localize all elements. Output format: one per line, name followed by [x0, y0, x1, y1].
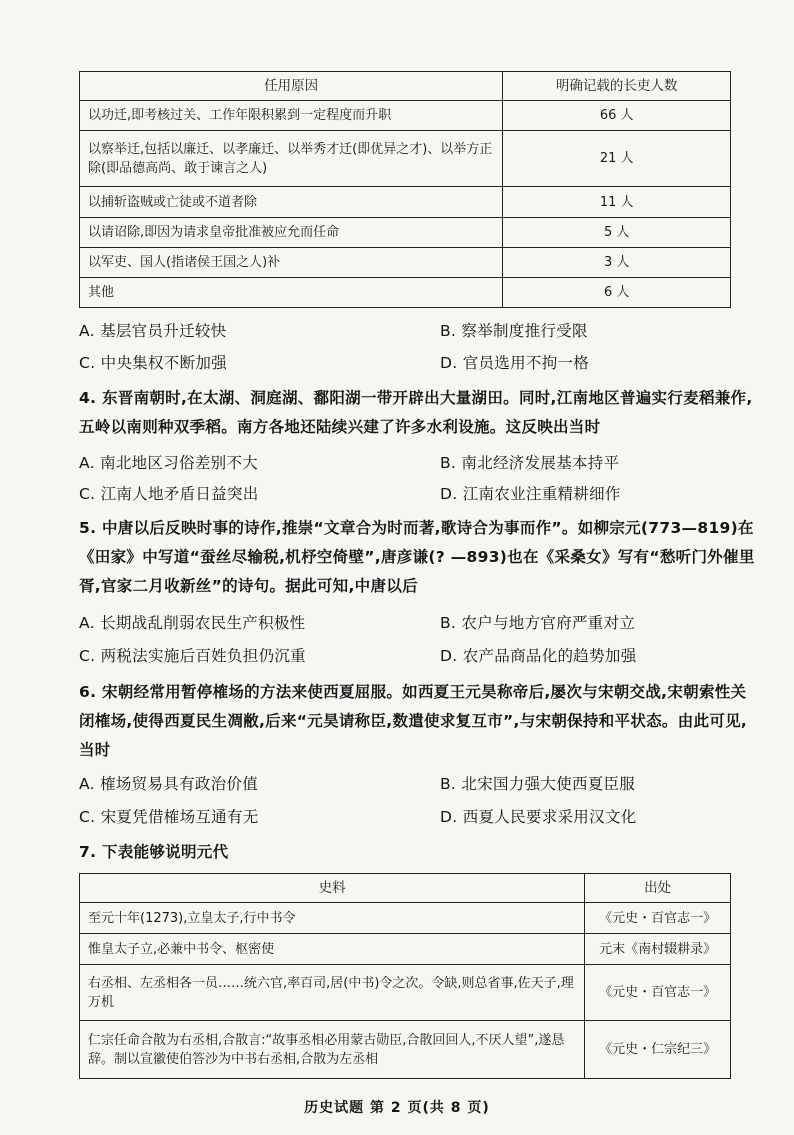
page-footer: 历史试题 第 2 页(共 8 页): [304, 1100, 490, 1116]
table-row: [80, 248, 731, 278]
reason-cell: 以察举迁,包括以廉迁、以孝廉迁、以举秀才迁(即优异之才)、以举方正除(即品德高尚、敢于谏言之人): [80, 131, 503, 187]
q4-option-c[interactable]: C. 江南人地矛盾日益突出: [79, 485, 259, 503]
count-cell: 21 人: [503, 131, 731, 187]
source-cell: 《元史・百官志一》: [585, 965, 731, 1021]
reason-cell: 以功迁,即考核过关、工作年限积累到一定程度而升职: [80, 101, 503, 131]
column-header-reason: 任用原因: [80, 72, 503, 101]
q5-option-c[interactable]: C. 两税法实施后百姓负担仍沉重: [79, 647, 306, 665]
table-row: [80, 131, 731, 187]
source-cell: 元末《南村辍耕录》: [585, 934, 731, 965]
q6-option-b[interactable]: B. 北宋国力强大使西夏臣服: [440, 775, 636, 793]
reason-cell: 以军吏、国人(指诸侯王国之人)补: [80, 248, 503, 278]
table-row: [80, 903, 731, 934]
table-row: [80, 101, 731, 131]
count-cell: 11 人: [503, 187, 731, 218]
q5-option-a[interactable]: A. 长期战乱削弱农民生产积极性: [79, 614, 306, 632]
table-header-row: [80, 72, 731, 101]
q6-stem: 6. 宋朝经常用暂停榷场的方法来使西夏屈服。如西夏王元昊称帝后,屡次与宋朝交战,宋朝索性关闭榷场,使得西夏民生凋敝,后来“元昊请称臣,数遣使求复互市”,与宋朝保持和平状态。由此可见,当时: [79, 683, 748, 759]
count-cell: 6 人: [503, 278, 731, 308]
text-cell: 至元十年(1273),立皇太子,行中书令: [80, 903, 585, 934]
column-header-count: 明确记载的长吏人数: [503, 72, 731, 101]
q4-option-b[interactable]: B. 南北经济发展基本持平: [440, 454, 620, 472]
table-row: [80, 1021, 731, 1079]
column-header-text: 史料: [80, 874, 585, 903]
reason-cell: 以请诏除,即因为请求皇帝批准被应允而任命: [80, 218, 503, 248]
table-row: [80, 218, 731, 248]
q5-option-d[interactable]: D. 农产品商品化的趋势加强: [440, 647, 637, 665]
q3-option-a[interactable]: A. 基层官员升迁较快: [79, 322, 227, 340]
count-cell: 66 人: [503, 101, 731, 131]
text-cell: 惟皇太子立,必兼中书令、枢密使: [80, 934, 585, 965]
table-row: [80, 965, 731, 1021]
table-row: [80, 934, 731, 965]
q3-option-d[interactable]: D. 官员选用不拘一格: [440, 354, 590, 372]
count-cell: 3 人: [503, 248, 731, 278]
q5-stem: 5. 中唐以后反映时事的诗作,推崇“文章合为时而著,歌诗合为事而作”。如柳宗元(773—819)在《田家》中写道“蚕丝尽输税,机杼空倚壁”,唐彦谦(? —893)也在《采桑女》写有“愁听门外催里胥,官家二月收新丝”的诗句。据此可知,中唐以后: [79, 519, 755, 595]
q4-stem: 4. 东晋南朝时,在太湖、洞庭湖、鄱阳湖一带开辟出大量湖田。同时,江南地区普遍实行麦稻兼作,五岭以南则种双季稻。南方各地还陆续兴建了许多水利设施。这反映出当时: [79, 389, 753, 436]
text-cell: 右丞相、左丞相各一员……统六官,率百司,居(中书)令之次。令缺,则总省事,佐天子,理万机: [80, 965, 585, 1021]
q4-option-a[interactable]: A. 南北地区习俗差别不大: [79, 454, 259, 472]
q5-option-b[interactable]: B. 农户与地方官府严重对立: [440, 614, 636, 632]
column-header-source: 出处: [585, 874, 731, 903]
q3-option-b[interactable]: B. 察举制度推行受限: [440, 322, 588, 340]
reason-cell: 以捕斩盗贼或亡徒或不道者除: [80, 187, 503, 218]
source-cell: 《元史・百官志一》: [585, 903, 731, 934]
table-header-row: [80, 874, 731, 903]
q6-option-a[interactable]: A. 榷场贸易具有政治价值: [79, 775, 259, 793]
q6-option-c[interactable]: C. 宋夏凭借榷场互通有无: [79, 808, 259, 826]
yuan-sources-table: [79, 873, 731, 1079]
table-row: [80, 278, 731, 308]
text-cell: 仁宗任命合散为右丞相,合散言:“故事丞相必用蒙古勋臣,合散回回人,不厌人望”,遂恳辞。制以宣徽使伯答沙为中书右丞相,合散为左丞相: [80, 1021, 585, 1079]
q7-stem: 7. 下表能够说明元代: [79, 843, 229, 861]
count-cell: 5 人: [503, 218, 731, 248]
q6-option-d[interactable]: D. 西夏人民要求采用汉文化: [440, 808, 637, 826]
reason-cell: 其他: [80, 278, 503, 308]
table-row: [80, 187, 731, 218]
q3-option-c[interactable]: C. 中央集权不断加强: [79, 354, 227, 372]
officials-appointment-table: [79, 71, 731, 308]
source-cell: 《元史・仁宗纪三》: [585, 1021, 731, 1079]
q4-option-d[interactable]: D. 江南农业注重精耕细作: [440, 485, 621, 503]
